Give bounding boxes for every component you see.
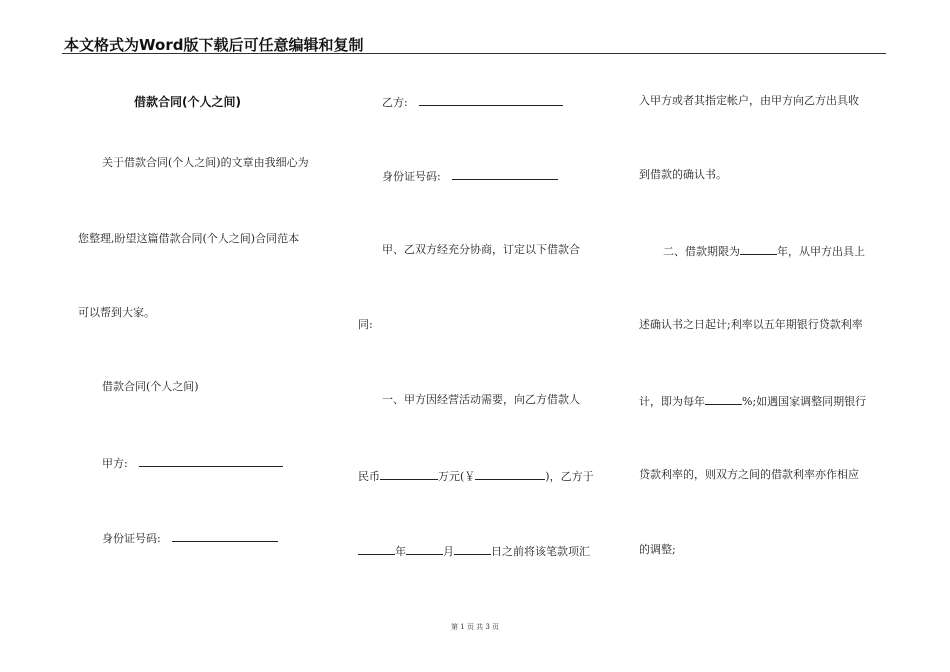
document-title: 借款合同(个人之间) (134, 95, 241, 109)
col1-paragraph-1: 关于借款合同(个人之间)的文章由我细心为 (102, 156, 309, 169)
party-a-label: 甲方: (102, 457, 128, 470)
remit-clause: 日之前将该笔款项汇 (491, 545, 590, 558)
amount-number-blank (475, 468, 545, 480)
loan-term-clause: 年，从甲方出具上 (777, 245, 865, 258)
interest-label: 计，即为每年 (639, 395, 705, 408)
month-blank (406, 543, 443, 555)
col2-paragraph-1: 甲、乙双方经充分协商，订定以下借款合 (382, 243, 580, 256)
interest-clause: %;如遇国家调整同期银行 (742, 395, 867, 408)
wan-yuan-label: 万元(￥ (438, 470, 476, 483)
party-b-id-blank (452, 168, 558, 180)
party-a-id-blank (172, 530, 278, 542)
loan-term-label: 二、借款期限为 (663, 245, 740, 258)
header-divider (62, 53, 886, 54)
party-b-label: 乙方: (382, 96, 408, 109)
party-b-line (382, 94, 563, 110)
party-b-id-label: 身份证号码: (382, 170, 441, 183)
col3-paragraph-2: 到借款的确认书。 (639, 168, 727, 181)
col3-paragraph-4: 述确认书之日起计;利率以五年期银行贷款利率 (639, 318, 863, 331)
amount-blank (380, 468, 438, 480)
col3-paragraph-1: 入甲方或者其指定帐户，由甲方向乙方出具收 (639, 94, 859, 107)
party-b-id-line (382, 168, 558, 184)
col2-paragraph-3: 一、甲方因经营活动需要，向乙方借款人 (382, 393, 580, 406)
term-years-blank (740, 243, 777, 255)
col3-paragraph-7: 的调整; (639, 543, 676, 556)
year-label: 年 (395, 545, 406, 558)
col1-paragraph-3: 可以帮到大家。 (78, 306, 155, 319)
party-a-blank (139, 455, 283, 467)
col2-paragraph-2: 同: (358, 318, 373, 331)
party-a-id-label: 身份证号码: (102, 532, 161, 545)
col1-contract-heading: 借款合同(个人之间) (102, 380, 199, 393)
page-number: 第 1 页 共 3 页 (450, 623, 500, 631)
party-a-id-line (102, 530, 278, 546)
interest-rate-line (639, 393, 866, 409)
loan-amount-line (358, 468, 594, 484)
party-a-line (102, 455, 283, 471)
day-blank (454, 543, 491, 555)
col1-paragraph-2: 您整理,盼望这篇借款合同(个人之间)合同范本 (78, 232, 300, 245)
rate-blank (705, 393, 742, 405)
year-blank (358, 543, 395, 555)
party-b-blank (419, 94, 563, 106)
party-b-clause: )，乙方于 (545, 470, 594, 483)
month-label: 月 (443, 545, 454, 558)
col3-paragraph-6: 贷款利率的，则双方之间的借款利率亦作相应 (639, 468, 859, 481)
currency-label: 民币 (358, 470, 380, 483)
page-header-title: 本文格式为Word版下载后可任意编辑和复制 (64, 36, 364, 54)
loan-term-line (663, 243, 865, 259)
remit-date-line (358, 543, 590, 559)
